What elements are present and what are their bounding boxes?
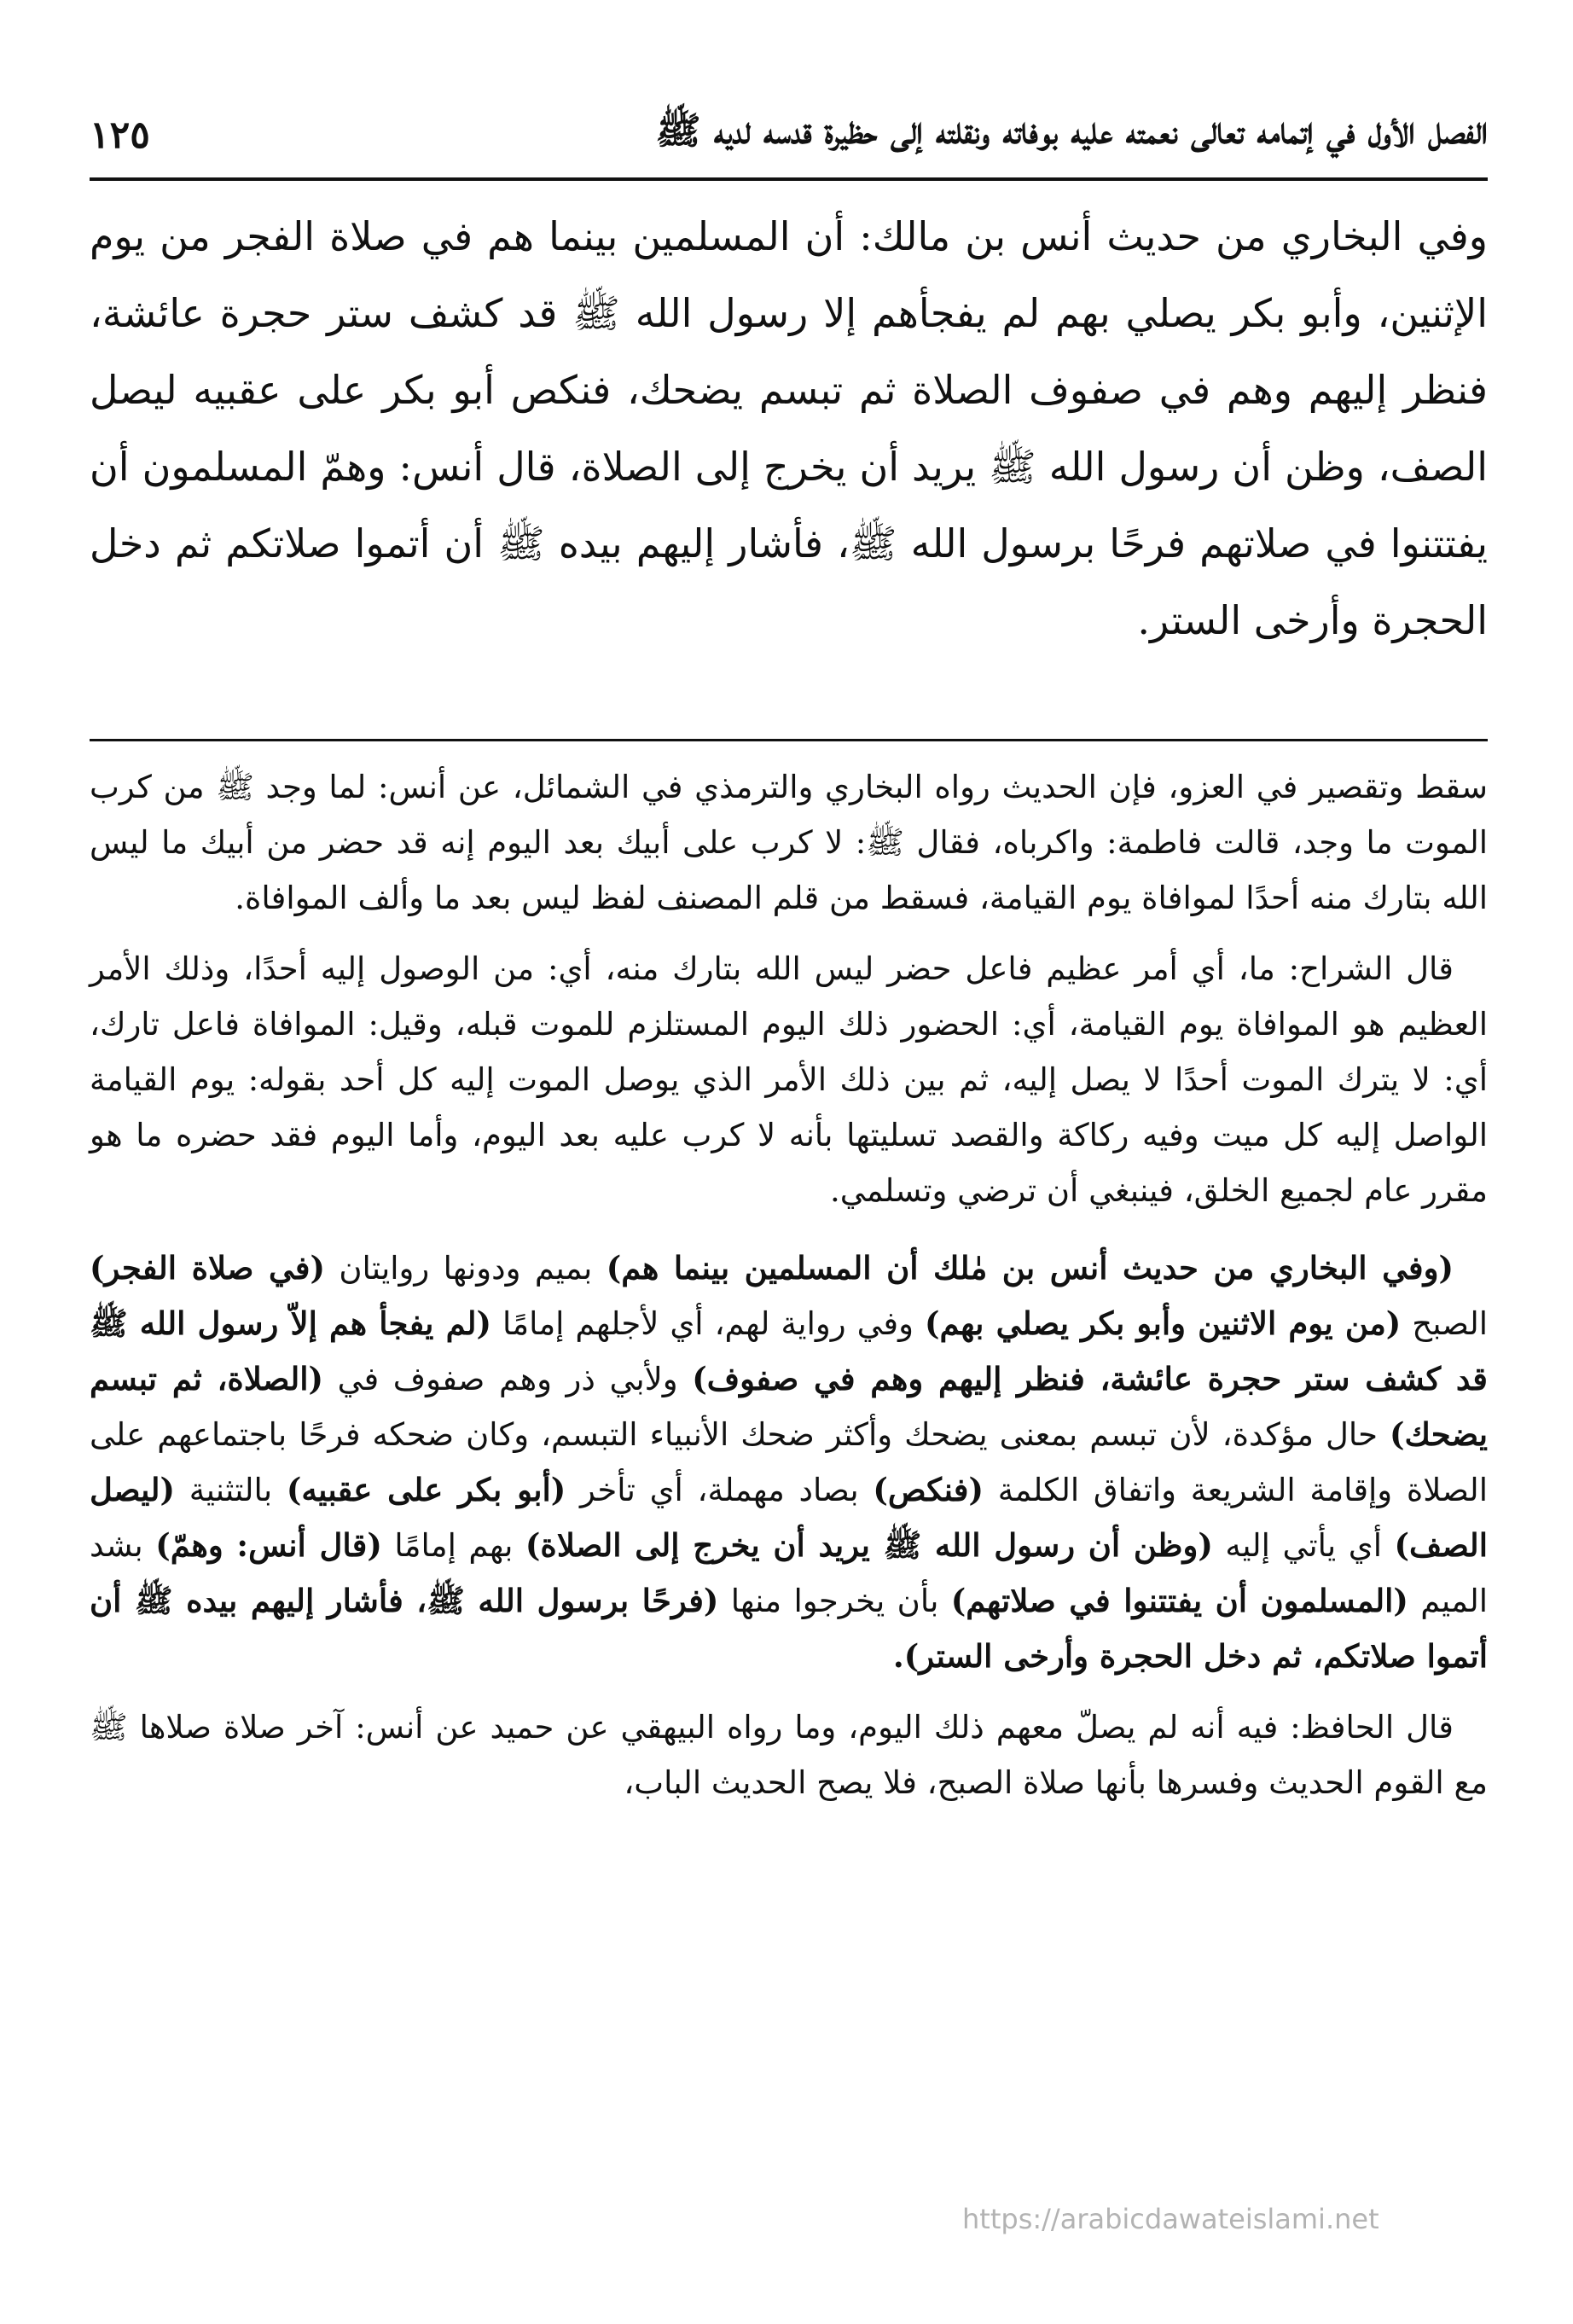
quoted-hadith-text: (فنكص) [873,1471,984,1508]
quoted-hadith-text: (المسلمون أن يفتتنوا في صلاتهم) [950,1582,1408,1619]
quoted-hadith-text: (وظن أن رسول الله ﷺ يريد أن يخرج إلى الصلاة) [525,1526,1213,1564]
commentary-paragraph-1: سقط وتقصير في العزو، فإن الحديث رواه البخاري والترمذي في الشمائل، عن أنس: لما وجد ﷺ من كرب الموت ما وجد، قالت فاطمة: واكرباه، فقال ﷺ: لا كرب على أبيك بعد اليوم إنه قد حضر من أبيك ما ليس الله بتارك منه أحدًا لموافاة يوم القيامة، فسقط من قلم المصنف لفظ ليس بعد ما وألف الموافاة. [90,769,1488,916]
commentary-text: الصبح [1401,1305,1488,1342]
commentary-text: وفي رواية لهم، أي لأجلهم إمامًا [490,1305,925,1342]
commentary-text: بصاد مهملة، أي تأخر [566,1472,874,1508]
commentary-divider [90,739,1488,741]
commentary-paragraph-3 [90,1240,1488,1684]
quoted-hadith-text: (من يوم الاثنين وأبو بكر يصلي بهم) [924,1304,1402,1342]
quoted-hadith-text: (في صلاة الفجر) [90,1249,325,1287]
page-header [90,101,1488,169]
main-paragraph: وفي البخاري من حديث أنس بن مالك: أن المسلمين بينما هم في صلاة الفجر من يوم الإثنين، وأبو بكر يصلي بهم لم يفجأهم إلا رسول الله ﷺ قد كشف ستر حجرة عائشة، فنظر إليهم وهم في صفوف الصلاة ثم تبسم يضحك، فنكص أبو بكر على عقبيه ليصل الصف، وظن أن رسول الله ﷺ يريد أن يخرج إلى الصلاة، قال أنس: وهمّ المسلمون أن يفتتنوا في صلاتهم فرحًا برسول الله ﷺ، فأشار إليهم بيده ﷺ أن أتموا صلاتكم ثم دخل الحجرة وأرخى الستر. [90,213,1488,643]
quoted-hadith-text: (الصلاة، ثم تبسم يضحك) [90,1360,1488,1453]
commentary-text: حال مؤكدة، لأن تبسم بمعنى يضحك وأكثر ضحك الأنبياء التبسم، وكان ضحكه فرحًا باجتماعهم على الصلاة وإقامة الشريعة واتفاق الكلمة [90,1416,1488,1508]
commentary-text: بشد الميم [90,1527,1488,1619]
commentary-text: ولأبي ذر وهم صفوف في [323,1361,693,1397]
commentary-text: بأن يخرجوا منها [718,1583,951,1619]
quoted-hadith-text: (قال أنس: وهمّ) [155,1526,382,1564]
commentary-text: أي يأتي إليه [1212,1527,1395,1564]
quoted-hadith-text: (ليصل الصف) [90,1471,1488,1564]
header-divider [90,177,1488,181]
commentary-text: بالتثنية [175,1472,287,1508]
quoted-hadith-text: (وفي البخاري من حديث أنس بن مٰلك أن المسلمين بينما هم) [606,1249,1454,1287]
page-number: ١٢٥ [90,113,150,157]
main-text-block [90,198,1488,659]
commentary-paragraph-2: قال الشراح: ما، أي أمر عظيم فاعل حضر ليس الله بتارك منه، أي: من الوصول إليه أحدًا، وذلك الأمر العظيم هو الموافاة يوم القيامة، أي: الحضور ذلك اليوم المستلزم للموت قبله، وقيل: الموافاة فاعل تارك، أي: لا يترك الموت أحدًا لا يصل إليه، ثم بين ذلك الأمر الذي يوصل الموت إليه كل أحد بقوله: يوم القيامة الواصل إليه كل ميت وفيه ركاكة والقصد تسليتها بأنه لا كرب عليه بعد اليوم، وأما اليوم فقد حضره ما هو مقرر عام لجميع الخلق، فينبغي أن ترضي وتسلمي. [90,950,1488,1209]
commentary-text: بهم إمامًا [381,1527,525,1564]
quoted-hadith-text: (فرحًا برسول الله ﷺ، فأشار إليهم بيده ﷺ أن أتموا صلاتكم، ثم دخل الحجرة وأرخى الستر). [90,1582,1488,1675]
commentary-paragraph-4: قال الحافظ: فيه أنه لم يصلّ معهم ذلك اليوم، وما رواه البيهقي عن حميد عن أنس: آخر صلاة صلاها ﷺ مع القوم الحديث وفسرها بأنها صلاة الصبح، فلا يصح الحديث الباب، [90,1709,1488,1801]
chapter-running-title: الفصل الأول في إتمامه تعالى نعمته عليه بوفاته ونقلته إلى حظيرة قدسه لديه ﷺ [655,109,1488,153]
commentary-block [90,759,1488,1826]
website-watermark: https://arabicdawateislami.net [962,2203,1379,2235]
commentary-text: بميم ودونها روايتان [324,1250,607,1287]
quoted-hadith-text: (لم يفجأ هم إلاّ رسول الله ﷺ قد كشف ستر حجرة عائشة، فنظر إليهم وهم في صفوف) [90,1304,1488,1397]
quoted-hadith-text: (أبو بكر على عقبيه) [286,1471,566,1508]
